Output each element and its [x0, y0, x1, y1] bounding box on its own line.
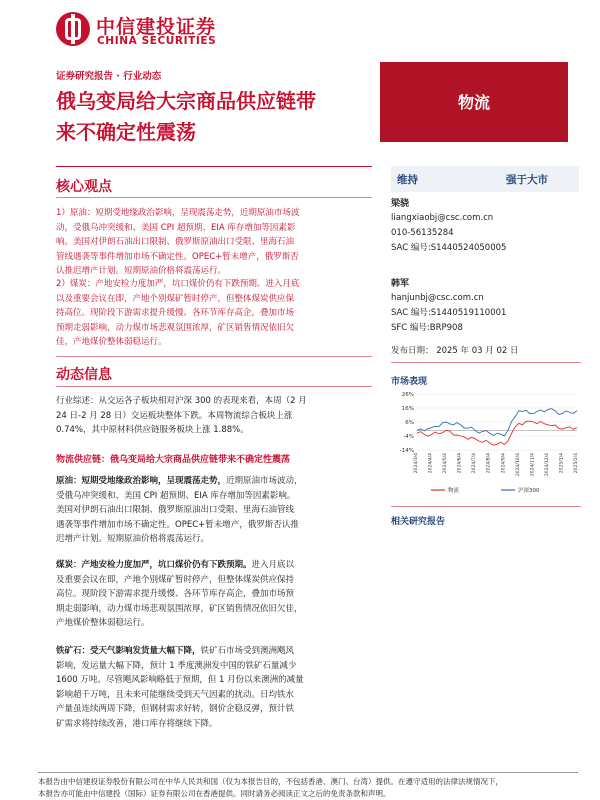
analyst-sac: SAC 编号:S1440524050005: [391, 243, 507, 253]
text-line: 0.74%，其中原材料供应链服务板块上涨 1.88%。: [56, 425, 249, 435]
text-line: 影响超千万吨，且未来可能继续受到天气因素的扰动。日均铁水: [56, 689, 295, 700]
text-line: 24 日-2 月 28 日）交运板块整体下跌。本周物流综合板块上涨: [56, 410, 293, 421]
core-view-para-1: [56, 206, 356, 279]
text-line: 进入月底以: [251, 560, 295, 570]
rating-bar: [391, 166, 579, 192]
legend-label: 物流: [448, 488, 460, 494]
text-line: 高位。现阶段下游需求提升缓慢、各环节库存高企，叠加市场预: [56, 589, 295, 599]
x-tick-label: 2025/1/4: [559, 453, 565, 474]
divider: [56, 166, 372, 167]
x-tick-label: 2024/7/4: [472, 453, 478, 474]
divider: [56, 356, 372, 357]
analyst-1: [391, 196, 581, 256]
y-tick-label: -4%: [403, 434, 414, 440]
report-title-line: 来不确定性震荡: [56, 120, 196, 144]
dynamic-heading: 动态信息: [56, 367, 112, 383]
y-tick-label: 6%: [405, 420, 414, 426]
core-view-para-2: [56, 277, 356, 350]
report-title-line: 俄乌变局给大宗商品供应链带: [56, 89, 316, 113]
text-line: 1600 万吨。尽管飓风影响略低于预期，但 1 月份以来澳洲的减量: [56, 675, 304, 685]
x-tick-label: 2024/3/4: [414, 453, 419, 474]
text-line: 迟增产计划。短期原油价格将震荡运行。: [56, 534, 210, 544]
y-tick-label: 26%: [401, 392, 414, 398]
analyst-sfc: SFC 编号:BRP908: [391, 323, 463, 333]
sector-box: [380, 62, 568, 142]
sector-label: 物流: [457, 93, 490, 112]
text-line: 本报告由中信建投证券股份有限公司在中华人民共和国（仅为本报告目的，不包括香港、澳门、台湾）提供。在遵守适用的法律法规情况下，: [38, 777, 503, 786]
text-line: 遇袭等事件增加市场不确定性。OPEC+暂未增产，俄罗斯否认推: [56, 519, 299, 530]
x-tick-label: 2024/10/4: [515, 453, 521, 477]
legend-label: 沪深300: [518, 488, 540, 494]
x-tick-label: 2024/5/4: [443, 453, 449, 474]
analyst-email[interactable]: liangxiaobj@csc.com.cn: [391, 213, 494, 223]
text-line: 2）煤炭：产地安检力度加严，坑口煤价仍有下跌预期。进入月底: [56, 279, 300, 289]
text-line: 美国对伊朗石油出口限制、俄罗斯原油出口受限、里海石油管线: [56, 505, 295, 515]
x-tick-label: 2024/8/4: [486, 453, 492, 474]
text-line: 产地煤价整体弱稳运行。: [56, 618, 150, 628]
footer-divider: [38, 772, 578, 773]
analyst-name: 韩军: [391, 279, 410, 289]
rating-value: 强于大市: [506, 174, 548, 186]
text-line: 预期走弱影响，动力煤市场悲观氛围浓厚，矿区销售情况依旧欠: [56, 322, 295, 333]
iron-ore-block: [56, 644, 366, 731]
text-line: 持高位。现阶段下游需求提升缓慢、各环节库存高企，叠加市场: [56, 308, 295, 318]
brand-name-en: CHINA SECURITIES: [97, 35, 217, 47]
text-line: 本报告亦可能由中信建投（国际）证券有限公司在香港提供。同时请务必阅读正文之后的免责条款和声明。: [38, 789, 391, 798]
text-line: 产量虽连续两周下降，但钢材需求好转，钢价企稳反弹，预计铁: [56, 704, 295, 714]
x-tick-label: 2025/2/4: [574, 453, 579, 474]
market-heading: 市场表现: [391, 377, 428, 387]
text-line: 1）原油：短期受地缘政治影响，呈现震荡走势，近期原油市场波: [56, 208, 300, 218]
core-view-heading: 核心观点: [56, 179, 112, 195]
divider: [56, 386, 372, 387]
analyst-sac: SAC 编号:S1440519110001: [391, 308, 507, 318]
analyst-name: 梁骁: [391, 199, 410, 209]
text-line: 影响，发运量大幅下降，预计 1 季度澳洲发中国的铁矿石量减少: [56, 660, 297, 671]
footer-disclaimer: [38, 776, 578, 800]
analyst-email[interactable]: hanjunbj@csc.com.cn: [391, 293, 484, 303]
analyst-2: [391, 276, 581, 336]
text-line: 受俄乌冲突缓和、美国 CPI 超预期、EIA 库存增加等因素影响。: [56, 490, 296, 501]
y-tick-label: 16%: [401, 406, 414, 412]
text-line: 以及重要会议在即，产地个别煤矿暂时停产，但整体煤炭供应保: [56, 293, 295, 304]
text-line: 铁矿石市场受到澳洲飓风: [200, 646, 295, 656]
x-tick-label: 2024/4/4: [428, 453, 434, 474]
coal-block: [56, 558, 366, 631]
industry-summary: [56, 394, 366, 438]
x-tick-label: 2024/9/4: [501, 453, 507, 474]
oil-lead: 原油：短期受地缘政治影响，呈现震荡走势，: [56, 476, 227, 486]
rating-label: 维持: [397, 174, 418, 186]
brand-name-cn: 中信建投证券: [96, 16, 217, 38]
x-tick-label: 2024/11/4: [530, 453, 536, 477]
related-reports-heading: 相关研究报告: [391, 517, 446, 527]
x-tick-label: 2024/6/4: [457, 453, 463, 474]
y-tick-label: -14%: [399, 448, 414, 454]
market-chart: [391, 388, 581, 500]
oil-block: [56, 474, 366, 547]
text-line: 认推迟增产计划。短期原油价格将震荡运行。: [56, 266, 227, 276]
divider: [56, 197, 372, 198]
text-line: 管线遇袭等事件增加市场不确定性。OPEC+暂未增产，俄罗斯否: [56, 251, 299, 262]
series-line-csi300: [417, 409, 577, 436]
brand-logo-icon: [56, 12, 90, 46]
text-line: 行业综述：从交运各子板块相对沪深 300 的表现来看，本周（2 月: [56, 396, 307, 406]
publish-date: 发布日期： 2025 年 03 月 02 日: [391, 346, 519, 356]
text-line: 期走弱影响，动力煤市场悲观氛围浓厚，矿区销售情况依旧欠佳，: [56, 603, 303, 614]
logistics-subheading: 物流供应链：俄乌变局给大宗商品供应链带来不确定性震荡: [56, 455, 291, 465]
report-title: [56, 86, 376, 148]
iron-ore-lead: 铁矿石：受天气影响发货量大幅下降，: [56, 646, 201, 656]
text-line: 近期原油市场波动，: [226, 476, 303, 486]
text-line: 佳，产地煤价整体弱稳运行。: [56, 337, 167, 347]
x-tick-label: 2024/12/4: [544, 453, 550, 477]
text-line: 矿需求将持续改善，港口库存将继续下降。: [56, 718, 218, 729]
text-line: 及重要会议在即，产地个别煤矿暂时停产，但整体煤炭供应保持: [56, 574, 295, 585]
analyst-phone: 010-56135284: [391, 228, 454, 238]
divider: [391, 506, 581, 507]
text-line: 动，受俄乌冲突缓和、美国 CPI 超预期、EIA 库存增加等因素影: [56, 222, 296, 233]
text-line: 响。美国对伊朗石油出口限制、俄罗斯原油出口受限、里海石油: [56, 237, 295, 247]
divider: [391, 362, 581, 363]
coal-lead: 煤炭：产地安检力度加严，坑口煤价仍有下跌预期。: [56, 560, 252, 570]
report-type: 证券研究报告 · 行业动态: [56, 71, 162, 82]
